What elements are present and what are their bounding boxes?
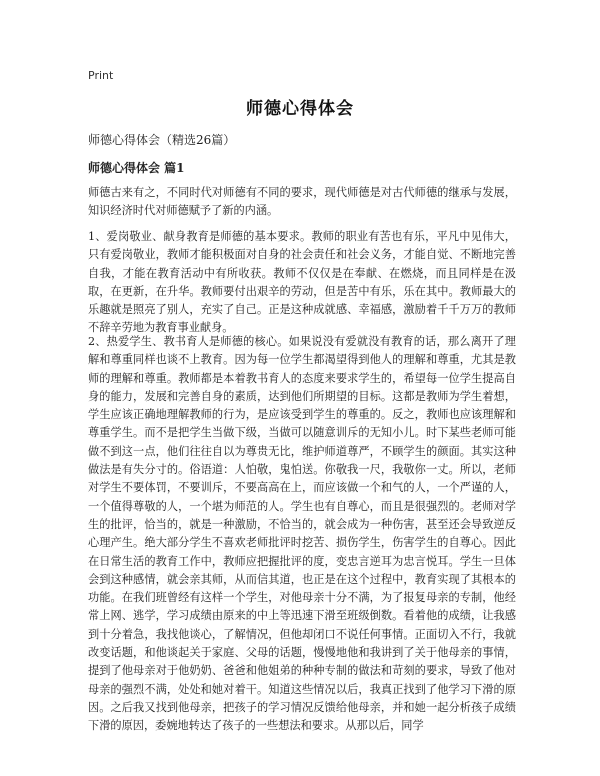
paragraph-point-2: 2、热爱学生、教书育人是师德的核心。如果说没有爱就没有教育的话，那么离开了理解和尊重同样也谈不上教育。因为每一位学生都渴望得到他人的理解和尊重，尤其是教师的理解和尊重。教师都是本着教书育人的态度来要求学生的，希望每一位学生提高自身的能力，发展和完善自身的素质，达到他们所期望的目标。这都是教师为学生着想，学生应该正确地理解教师的行为，是应该受到学生的尊重的。反之，教师也应该理解和尊重学生。而不是把学生当做下级，当做可以随意训斥的无知小儿。时下某些老师可能做不到这一点，他们往往自以为尊贵无比，维护师道尊严，不顾学生的颜面。其实这种做法是有失分寸的。俗语道：人怕敬，鬼怕送。你敬我一尺，我敬你一丈。所以，老师对学生不要体罚，不要训斥，不要高高在上，而应该做一个和气的人，一个严谨的人，一个值得尊敬的人，一个堪为师范的人。学生也有自尊心，而且是很强烈的。老师对学生的批评，恰当的，就是一种激励，不恰当的，就会成为一种伤害，甚至还会导致逆反心理产生。绝大部分学生不喜欢老师批评时挖苦、损伤学生，伤害学生的自尊心。因此在日常生活的教育工作中，教师应把握批评的度，变忠言逆耳为忠言悦耳。学生一旦体会到这种感情，就会亲其师，从而信其道，也正是在这个过程中，教育实现了其根本的功能。在我们班曾经有这样一个学生，对他母亲十分不满，为了报复母亲的专制，他经常上网、逃学，学习成绩由原来的中上等迅速下滑至班级倒数。看着他的成绩，让我感到十分着急，我找他谈心，了解情况，但他却闭口不说任何事情。正面切入不行，我就改变话题，和他谈起关于家庭、父母的话题，慢慢地他和我讲到了关于他母亲的事情，提到了他母亲对于他奶奶、爸爸和他姐弟的种种专制的做法和苛刻的要求，导致了他对母亲的强烈不满，处处和她对着干。知道这些情况以后，我真正找到了他学习下滑的原因。之后我又找到他母亲，把孩子的学习情况反馈给他母亲，并和她一起分析孩子成绩下滑的原因，委婉地转达了孩子的一些想法和要求。从那以后，同学 [88,335,516,733]
paragraph-intro: 师德古来有之，不同时代对师德有不同的要求，现代师德是对古代师德的继承与发展，知识经济时代对师德赋予了新的内涵。 [88,186,516,218]
section-heading: 师德心得体会 篇1 [88,161,185,175]
page-title: 师德心得体会 [246,99,354,119]
print-label[interactable]: Print [88,69,114,82]
document-subtitle: 师德心得体会（精选26篇） [88,133,236,147]
paragraph-point-1: 1、爱岗敬业、献身教育是师德的基本要求。教师的职业有苦也有乐，平凡中见伟大，只有爱岗敬业，教师才能积极面对自身的社会责任和社会义务，才能自觉、不断地完善自我，才能在教育活动中有所收获。教师不仅仅是在奉献、在燃烧，而且同样是在汲取，在更新，在升华。教师要付出艰辛的劳动，但是苦中有乐，乐在其中。教师最大的乐趣就是照亮了别人，充实了自己。正是这种成就感、幸福感，激励着千千万万的教师不辞辛劳地为教育事业献身。 [88,230,516,335]
